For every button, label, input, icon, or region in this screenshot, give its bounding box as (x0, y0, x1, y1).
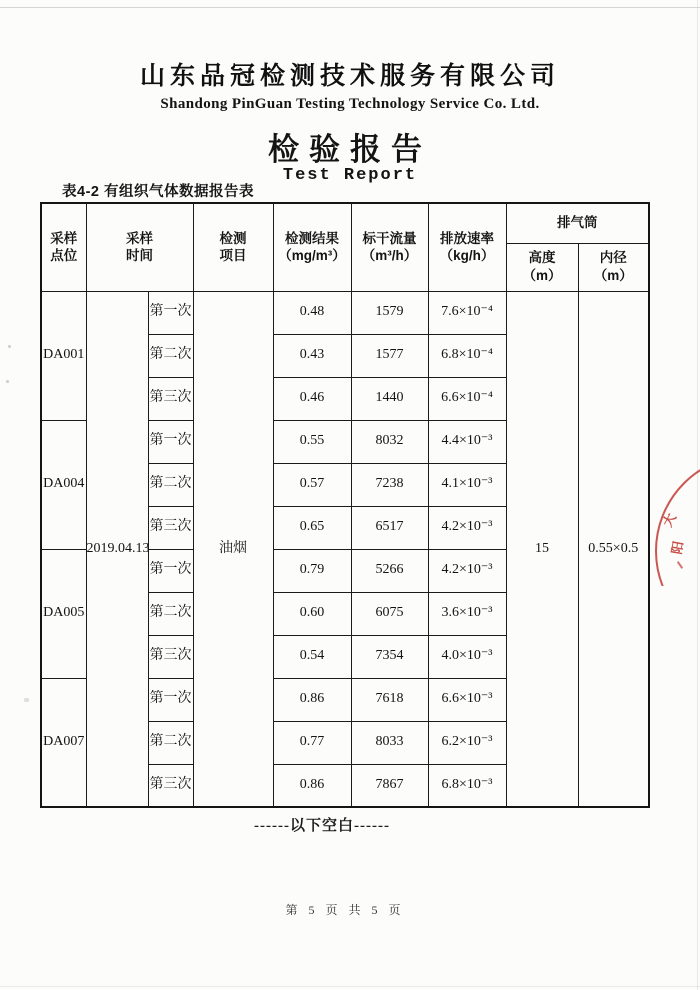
cell-rate: 3.6×10⁻³ (428, 592, 506, 635)
data-table-container (40, 202, 650, 808)
page-number: 第 5 页 共 5 页 (285, 903, 405, 917)
cell-run-seq: 第三次 (148, 377, 193, 420)
scan-edge-bottom (0, 986, 700, 987)
cell-rate: 4.2×10⁻³ (428, 549, 506, 592)
col-header-rate: 排放速率 （kg/h） (428, 203, 506, 291)
cell-sample-point: DA001 (41, 291, 86, 420)
table-row (41, 291, 649, 334)
table-caption: 表4-2 有组织气体数据报告表 (62, 184, 254, 200)
cell-run-seq: 第一次 (148, 549, 193, 592)
cell-rate: 4.0×10⁻³ (428, 635, 506, 678)
cell-rate: 6.6×10⁻³ (428, 678, 506, 721)
cell-run-seq: 第一次 (148, 420, 193, 463)
cell-sample-point: DA005 (41, 549, 86, 678)
scan-edge-top (0, 7, 700, 8)
cell-result: 0.79 (273, 549, 351, 592)
cell-result: 0.86 (273, 678, 351, 721)
cell-run-seq: 第三次 (148, 635, 193, 678)
cell-rate: 6.8×10⁻³ (428, 764, 506, 807)
cell-run-seq: 第二次 (148, 463, 193, 506)
cell-run-seq: 第二次 (148, 721, 193, 764)
below-blank-note: ------以下空白------ (254, 818, 390, 834)
cell-flow: 8033 (351, 721, 428, 764)
cell-sample-point: DA004 (41, 420, 86, 549)
cell-run-seq: 第三次 (148, 764, 193, 807)
report-title-en: Test Report (282, 166, 418, 185)
cell-flow: 6075 (351, 592, 428, 635)
gas-data-table (40, 202, 650, 808)
cell-flow: 7354 (351, 635, 428, 678)
seal-character: 阳 (668, 539, 687, 556)
cell-run-seq: 第二次 (148, 592, 193, 635)
cell-flow: 7867 (351, 764, 428, 807)
col-header-sample-time: 采样 时间 (86, 203, 193, 291)
cell-rate: 4.4×10⁻³ (428, 420, 506, 463)
red-seal-partial (648, 468, 700, 586)
col-header-flow: 标干流量 （m³/h） (351, 203, 428, 291)
col-header-stack-diameter: 内径 （m） (578, 243, 649, 291)
cell-result: 0.65 (273, 506, 351, 549)
cell-run-seq: 第二次 (148, 334, 193, 377)
cell-result: 0.60 (273, 592, 351, 635)
cell-result: 0.48 (273, 291, 351, 334)
scan-speck (6, 380, 9, 383)
cell-run-seq: 第一次 (148, 291, 193, 334)
cell-flow: 7618 (351, 678, 428, 721)
cell-stack-diameter: 0.55×0.5 (578, 291, 649, 807)
company-name-en: Shandong PinGuan Testing Technology Service Co. Ltd. (160, 96, 540, 112)
company-name-cn: 山东品冠检测技术服务有限公司 (139, 62, 560, 90)
cell-flow: 7238 (351, 463, 428, 506)
cell-flow: 8032 (351, 420, 428, 463)
cell-rate: 6.8×10⁻⁴ (428, 334, 506, 377)
col-header-result: 检测结果 （mg/m³） (273, 203, 351, 291)
cell-result: 0.46 (273, 377, 351, 420)
cell-run-seq: 第三次 (148, 506, 193, 549)
cell-sample-point: DA007 (41, 678, 86, 807)
cell-run-seq: 第一次 (148, 678, 193, 721)
seal-character: 大 (659, 510, 680, 530)
scan-speck (8, 345, 11, 348)
cell-flow: 1579 (351, 291, 428, 334)
cell-result: 0.57 (273, 463, 351, 506)
cell-flow: 1577 (351, 334, 428, 377)
col-header-test-item: 检测 项目 (193, 203, 273, 291)
cell-rate: 6.2×10⁻³ (428, 721, 506, 764)
scan-speck (24, 698, 29, 702)
cell-stack-height: 15 (506, 291, 578, 807)
cell-sample-date: 2019.04.13 (86, 291, 148, 807)
cell-result: 0.54 (273, 635, 351, 678)
cell-test-item: 油烟 (193, 291, 273, 807)
report-title-cn: 检验报告 (268, 132, 432, 167)
cell-rate: 7.6×10⁻⁴ (428, 291, 506, 334)
cell-rate: 4.2×10⁻³ (428, 506, 506, 549)
cell-result: 0.86 (273, 764, 351, 807)
cell-rate: 4.1×10⁻³ (428, 463, 506, 506)
col-header-stack-group: 排气筒 (506, 203, 649, 243)
cell-flow: 6517 (351, 506, 428, 549)
col-header-sample-point: 采样 点位 (41, 203, 86, 291)
cell-result: 0.43 (273, 334, 351, 377)
cell-flow: 5266 (351, 549, 428, 592)
cell-result: 0.77 (273, 721, 351, 764)
cell-rate: 6.6×10⁻⁴ (428, 377, 506, 420)
col-header-stack-height: 高度 （m） (506, 243, 578, 291)
cell-result: 0.55 (273, 420, 351, 463)
seal-ring (655, 468, 700, 586)
cell-flow: 1440 (351, 377, 428, 420)
